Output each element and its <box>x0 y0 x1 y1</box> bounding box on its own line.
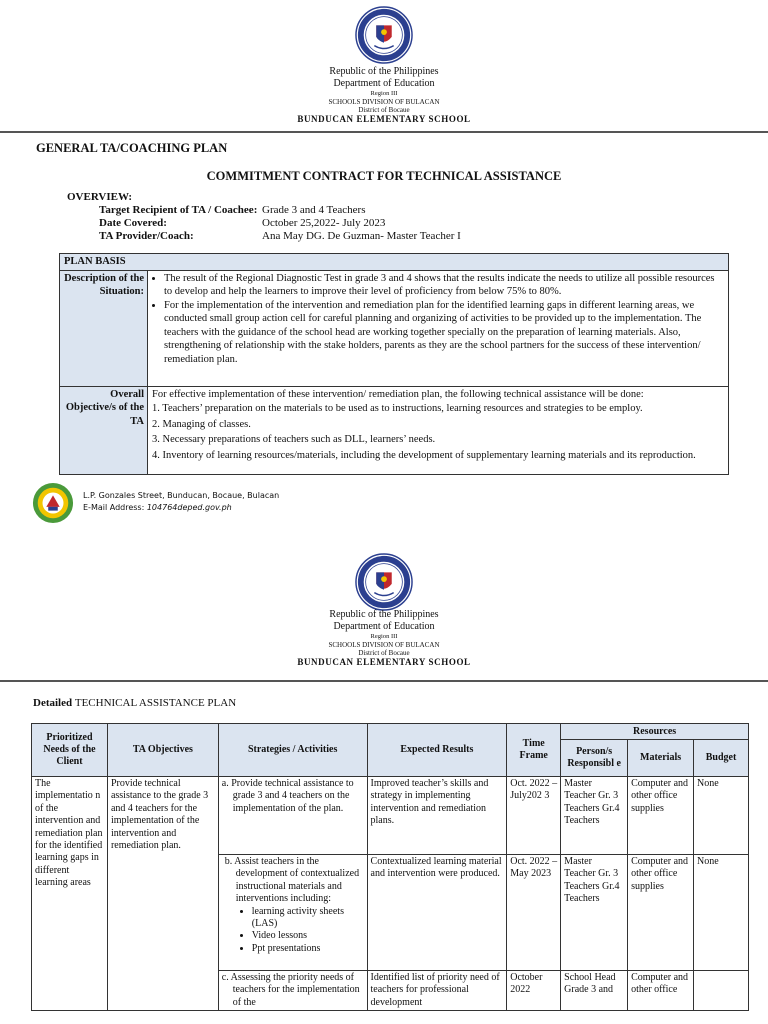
header-divider <box>0 131 768 133</box>
objective-content <box>148 386 729 474</box>
cell-persons: School Head Grade 3 and <box>561 971 628 1011</box>
objective-intro: For effective implementation of these intervention/ remediation plan, the following technical assistance will be done: <box>152 388 644 400</box>
overview-provider-value: Ana May DG. De Guzman- Master Teacher I <box>262 230 461 242</box>
header-department: Department of Education <box>333 621 435 632</box>
plan-basis-heading: PLAN BASIS <box>60 254 729 271</box>
cell-result: Contextualized learning material and intervention were produced. <box>367 855 507 971</box>
overview-target-value: Grade 3 and 4 Teachers <box>262 204 366 216</box>
cell-budget <box>694 971 749 1011</box>
cell-strategy <box>218 855 367 971</box>
ta-plan-table <box>31 723 749 1011</box>
header-republic: Republic of the Philippines <box>329 609 439 620</box>
col-header-persons: Person/s Responsibl e <box>561 740 628 777</box>
header-department: Department of Education <box>333 78 435 89</box>
cell-materials: Computer and other office <box>628 971 694 1011</box>
cell-result: Improved teacher’s skills and strategy in implementing intervention and remediation plans. <box>367 777 507 855</box>
page-cutoff-mask <box>0 1018 768 1024</box>
situation-bullet: • For the implementation of the intervention and remediation plan for the identified learning gaps in different learning areas, we conducted small group action cell for careful planning and organizing of activities to be provided up to the implementation. The teachers with the guidance of the school head are working together specially on the preparation of learning materials. Also, strengthening of relationship with the stake holders, parents as they are the school partners for the success of these intervention/ remediation plan. <box>164 299 724 367</box>
cell-time: October 2022 <box>507 971 561 1011</box>
deped-seal-icon <box>355 6 413 64</box>
cell-result: Identified list of priority need of teachers for professional development <box>367 971 507 1011</box>
footer-email-line <box>83 502 279 514</box>
header-district: District of Bocaue <box>358 106 410 114</box>
cell-persons: Master Teacher Gr. 3 Teachers Gr.4 Teachers <box>561 855 628 971</box>
cell-time: Oct. 2022 – July202 3 <box>507 777 561 855</box>
header-district: District of Bocaue <box>358 649 410 657</box>
header-school: BUNDUCAN ELEMENTARY SCHOOL <box>297 114 471 124</box>
cell-materials: Computer and other office supplies <box>628 777 694 855</box>
cell-budget: None <box>694 855 749 971</box>
header-republic: Republic of the Philippines <box>329 66 439 77</box>
ta-plan-title-prefix: Detailed <box>33 697 75 709</box>
header-division: SCHOOLS DIVISION OF BULACAN <box>328 98 440 106</box>
ta-plan-title-main: TECHNICAL ASSISTANCE PLAN <box>74 697 237 709</box>
situation-label: Description of the Situation: <box>60 270 148 386</box>
overview-label: OVERVIEW: <box>67 191 133 203</box>
school-logo-icon <box>32 482 74 524</box>
cell-strategy-text: b. Assist teachers in the development of contextualized instructional materials and interventions including: <box>224 856 360 905</box>
col-header-objectives: TA Objectives <box>107 724 218 777</box>
objective-item: 1. Teachers’ preparation on the materials to be used as to instructions, learning resources and strategies to be employ. <box>152 403 643 414</box>
col-header-time: Time Frame <box>507 724 561 777</box>
cell-strategy: c. Assessing the priority needs of teachers for the implementation of the <box>218 971 367 1011</box>
objective-item: 3. Necessary preparations of teachers such as DLL, learners’ needs. <box>152 434 436 445</box>
contract-title: COMMITMENT CONTRACT FOR TECHNICAL ASSISTANCE <box>206 169 562 183</box>
situation-content <box>148 270 729 386</box>
header-region: Region III <box>370 90 398 97</box>
col-header-results: Expected Results <box>367 724 507 777</box>
cell-budget: None <box>694 777 749 855</box>
overview-date-value: October 25,2022- July 2023 <box>262 217 386 229</box>
footer-address: L.P. Gonzales Street, Bunducan, Bocaue, Bulacan <box>83 491 280 500</box>
header-division: SCHOOLS DIVISION OF BULACAN <box>328 641 440 649</box>
objective-item: 4. Inventory of learning resources/materials, including the development of supplementary learning materials and its reproduction. <box>152 449 696 461</box>
footer-email-label: E-Mail Address: <box>83 503 145 512</box>
strategy-sub-item: • Video lessons <box>252 930 364 942</box>
strategy-sub-item: • Ppt presentations <box>252 943 364 955</box>
cell-materials: Computer and other office supplies <box>628 855 694 971</box>
header-divider <box>0 680 768 682</box>
cell-time: Oct. 2022 – May 2023 <box>507 855 561 971</box>
cell-persons: Master Teacher Gr. 3 Teachers Gr.4 Teachers <box>561 777 628 855</box>
deped-seal-icon <box>355 553 413 611</box>
plan-title: GENERAL TA/COACHING PLAN <box>36 141 228 155</box>
footer-contact <box>83 490 279 514</box>
overview-target-label: Target Recipient of TA / Coachee: <box>99 204 258 216</box>
header-school: BUNDUCAN ELEMENTARY SCHOOL <box>297 657 471 667</box>
situation-bullet: • The result of the Regional Diagnostic Test in grade 3 and 4 shows that the results indicate the needs to utilize all possible resources to develop and help the learners to improve their level of proficiency from below 75% to 80%. <box>164 272 724 299</box>
col-header-strategies: Strategies / Activities <box>218 724 367 777</box>
col-header-needs: Prioritized Needs of the Client <box>32 724 108 777</box>
objective-item: 2. Managing of classes. <box>152 418 251 430</box>
plan-basis-table <box>59 253 729 475</box>
col-header-materials: Materials <box>628 740 694 777</box>
objective-label: Overall Objective/s of the TA <box>60 386 148 474</box>
col-header-resources: Resources <box>561 724 749 740</box>
overview-date-label: Date Covered: <box>99 217 167 229</box>
table-row <box>32 777 749 855</box>
footer-email[interactable]: 104764deped.gov.ph <box>146 503 232 512</box>
header-region: Region III <box>370 633 398 640</box>
overview-provider-label: TA Provider/Coach: <box>99 230 194 242</box>
cell-need: The implementatio n of the intervention and remediation plan for the identified learning gaps in different learning areas <box>32 777 108 1011</box>
cell-strategy: a. Provide technical assistance to grade 3 and 4 teachers on the implementation of the plan. <box>218 777 367 855</box>
strategy-sub-item: • learning activity sheets (LAS) <box>252 906 364 931</box>
cell-objective: Provide technical assistance to the grade 3 and 4 teachers for the implementation of the intervention and remediation plan. <box>107 777 218 1011</box>
col-header-budget: Budget <box>694 740 749 777</box>
ta-plan-title <box>33 697 236 709</box>
